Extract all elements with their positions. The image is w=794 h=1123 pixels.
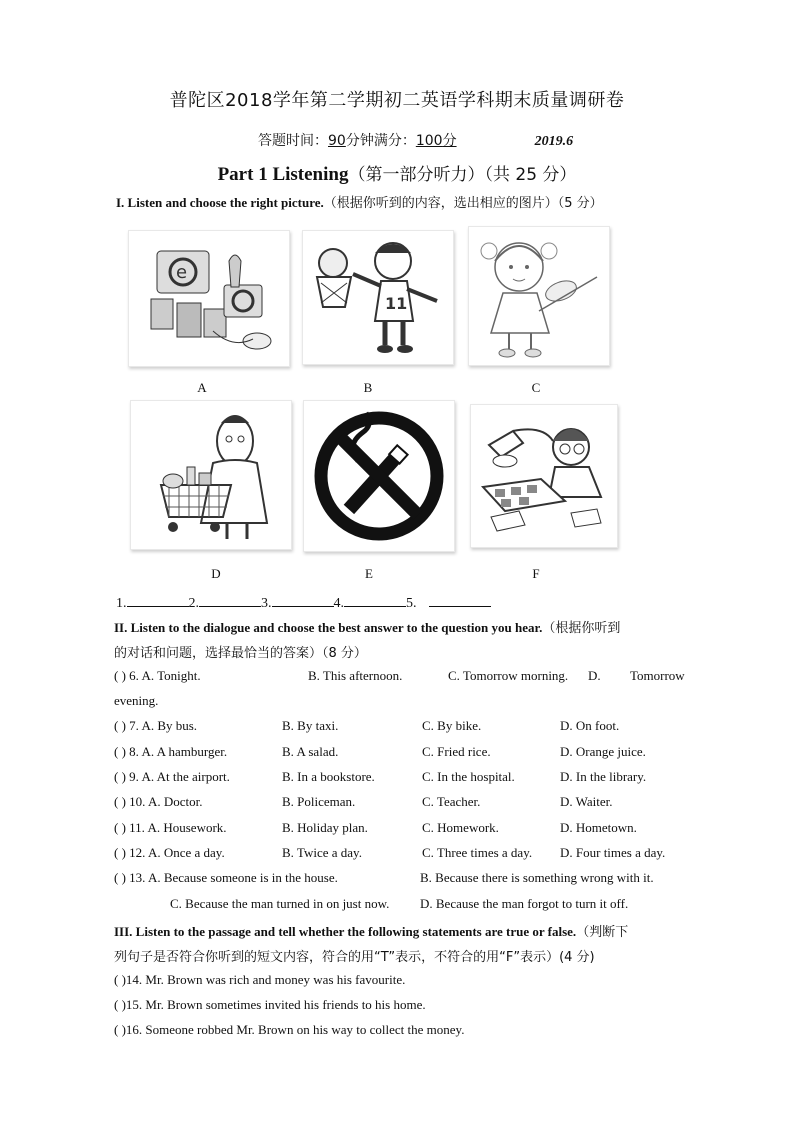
question-12: ( ) 12. A. Once a day. B. Twice a day. C. Three times a day. D. Four times a day. xyxy=(114,845,666,860)
question-13: ( ) 13. A. Because someone is in the house. B. Because there is something wrong with it. xyxy=(114,870,654,885)
statement-16: ( )16. Someone robbed Mr. Brown on his way to collect the money. xyxy=(114,1022,465,1037)
question-10: ( ) 10. A. Doctor. B. Policeman. C. Teacher. D. Waiter. xyxy=(114,794,613,809)
caption-a: A xyxy=(197,380,207,395)
question-13-cont: C. Because the man turned in on just now. D. Because the man forgot to turn it off. xyxy=(170,896,629,911)
answer-blank-1[interactable] xyxy=(127,592,189,607)
section-2-heading: II. Listen to the dialogue and choose the best answer to the question you hear.（根据你听到 xyxy=(114,620,621,636)
picture-d xyxy=(130,400,292,550)
caption-d: D xyxy=(211,566,221,581)
statement-15: ( )15. Mr. Brown sometimes invited his friends to his home. xyxy=(114,997,426,1012)
caption-f: F xyxy=(532,566,540,581)
svg-text:11: 11 xyxy=(385,294,408,313)
answer-blank-5[interactable] xyxy=(429,592,491,607)
question-6-wrap: evening. xyxy=(114,693,159,708)
computer-internet-icon xyxy=(129,231,289,366)
question-11: ( ) 11. A. Housework. B. Holiday plan. C. Homework. D. Hometown. xyxy=(114,820,637,835)
picture-e xyxy=(303,400,455,552)
time-value: 90 xyxy=(328,133,346,149)
svg-text:e: e xyxy=(176,262,188,283)
exam-meta xyxy=(258,130,573,150)
question-9: ( ) 9. A. At the airport. B. In a bookstore. C. In the hospital. D. In the library. xyxy=(114,769,647,784)
question-6: ( ) 6. A. Tonight. B. This afternoon. C. Tomorrow morning. D. Tomorrow xyxy=(114,668,685,683)
shopping-cart-lady-icon xyxy=(131,401,291,549)
picture-f xyxy=(470,404,618,548)
basketball-player-icon xyxy=(303,231,453,364)
picture-a xyxy=(128,230,290,367)
page-title: 普陀区2018学年第二学期初二英语学科期末质量调研卷 xyxy=(169,90,625,111)
girl-violin-icon xyxy=(469,227,609,365)
caption-b: B xyxy=(363,380,373,395)
part-title: Part 1 Listening（第一部分听力）（共 25 分） xyxy=(217,164,577,185)
stamp-collector-icon xyxy=(471,405,617,547)
answer-blank-4[interactable] xyxy=(344,592,406,607)
caption-e: E xyxy=(365,566,373,581)
score-label: 分钟满分： xyxy=(345,133,416,149)
picture-c xyxy=(468,226,610,366)
section-2-heading-cont: 的对话和问题，选择最恰当的答案）（8 分） xyxy=(114,646,367,661)
answer-blank-3[interactable] xyxy=(272,592,334,607)
caption-c: C xyxy=(531,380,541,395)
score-value: 100 xyxy=(415,133,443,149)
picture-b xyxy=(302,230,454,365)
score-unit: 分 xyxy=(442,133,457,149)
exam-date: 2019.6 xyxy=(534,134,574,149)
question-7: ( ) 7. A. By bus. B. By taxi. C. By bike. D. On foot. xyxy=(114,718,620,733)
section-1-heading: I. Listen and choose the right picture.（根据你听到的内容，选出相应的图片）（5 分） xyxy=(116,195,603,211)
section-3-heading: III. Listen to the passage and tell whether the following statements are true or false.（判断下 xyxy=(114,924,629,940)
time-label: 答题时间： xyxy=(258,133,328,149)
question-8: ( ) 8. A. A hamburger. B. A salad. C. Fried rice. D. Orange juice. xyxy=(114,744,646,759)
statement-14: ( )14. Mr. Brown was rich and money was his favourite. xyxy=(114,972,406,987)
section-3-heading-cont: 列句子是否符合你听到的短文内容，符合的用“T”表示，不符合的用“F”表示）(4 分) xyxy=(114,950,595,965)
answer-blanks: 1. 2. 3. 4. 5. xyxy=(116,592,491,612)
no-smoking-icon xyxy=(304,401,454,551)
answer-blank-2[interactable] xyxy=(199,592,261,607)
